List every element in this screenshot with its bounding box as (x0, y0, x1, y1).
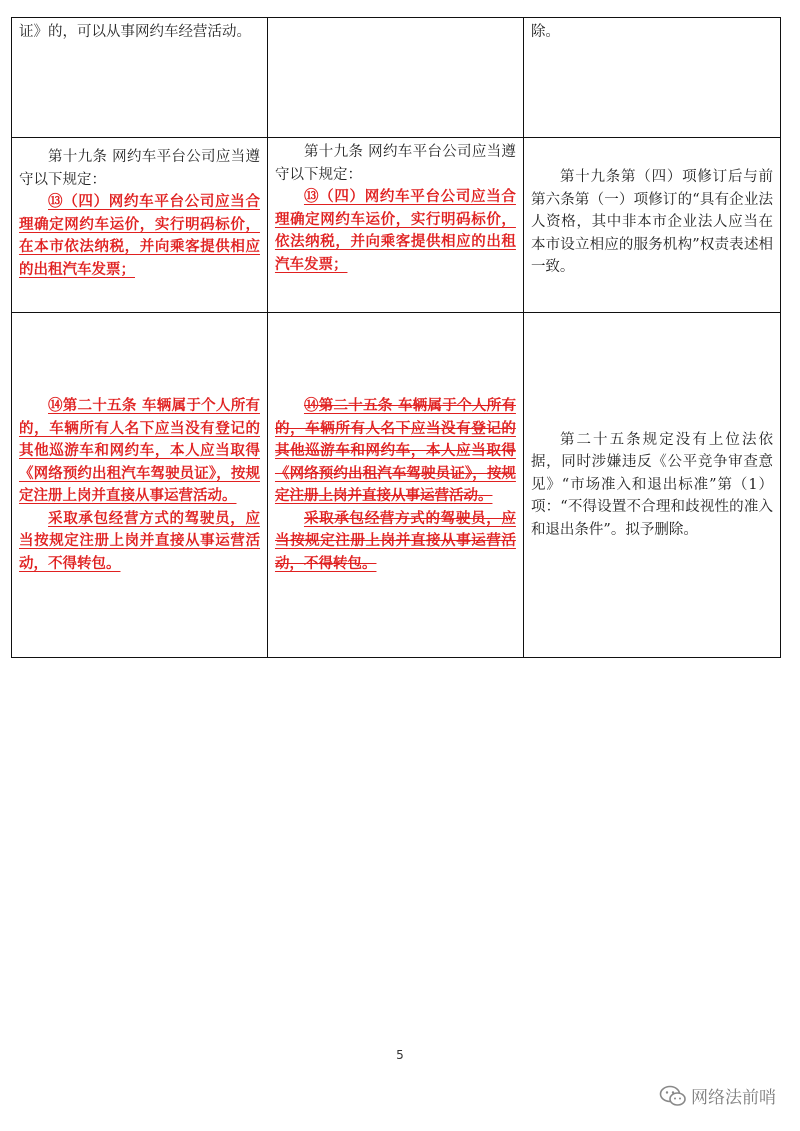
row2-middle-intro: 第十九条 网约车平台公司应当遵守以下规定： (274, 144, 516, 183)
row2-left-cell (12, 138, 268, 313)
row3-right-cell (523, 313, 780, 658)
row3-left-p1: ⑭第二十五条 车辆属于个人所有的，车辆所有人名下应当没有登记的其他巡游车和网约车，本人应当取得《网络预约出租汽车驾驶员证》，按规定注册上岗并直接从事运营活动。 (19, 397, 260, 504)
row1-left-cell (12, 18, 268, 138)
table-row (12, 18, 781, 138)
row3-middle-cell (267, 313, 523, 658)
watermark-text: 网络法前哨 (691, 1088, 776, 1108)
row2-left-intro: 第十九条 网约车平台公司应当遵守以下规定： (19, 149, 260, 188)
row3-middle-p2: 采取承包经营方式的驾驶员，应当按规定注册上岗并直接从事运营活动，不得转包。 (274, 509, 516, 572)
row2-right-note: 第十九条第（四）项修订后与前第六条第（一）项修订的“具有企业法人资格，其中非本市企业法人应当在本市设立相应的服务机构”权责表述相一致。 (530, 169, 773, 275)
row3-left-p2: 采取承包经营方式的驾驶员，应当按规定注册上岗并直接从事运营活动，不得转包。 (19, 509, 260, 572)
row1-left-text: 证》的，可以从事网约车经营活动。 (19, 24, 251, 40)
row2-middle-revision: ⑬（四）网约车平台公司应当合理确定网约车运价，实行明码标价，依法纳税，并向乘客提供相应的出租汽车发票； (274, 188, 516, 273)
comparison-table (11, 17, 781, 658)
row1-middle-cell (267, 18, 523, 138)
row3-right-note: 第二十五条规定没有上位法依据，同时涉嫌违反《公平竞争审查意见》“市场准入和退出标准”第（1）项：“不得设置不合理和歧视性的准入和退出条件”。拟予删除。 (530, 431, 773, 538)
table-row (12, 138, 781, 313)
watermark (659, 1083, 776, 1108)
page-number: 5 (396, 1048, 404, 1062)
row2-left-revision: ⑬（四）网约车平台公司应当合理确定网约车运价，实行明码标价，在本市依法纳税，并向乘客提供相应的出租汽车发票； (19, 193, 260, 278)
row3-middle-p1: ⑭第二十五条 车辆属于个人所有的，车辆所有人名下应当没有登记的其他巡游车和网约车，本人应当取得《网络预约出租汽车驾驶员证》，按规定注册上岗并直接从事运营活动。 (274, 397, 516, 504)
table-row (12, 313, 781, 658)
row1-right-text: 除。 (530, 24, 560, 40)
row2-middle-cell (267, 138, 523, 313)
wechat-icon (659, 1085, 687, 1107)
row2-right-cell (523, 138, 780, 313)
row3-left-cell (12, 313, 268, 658)
row1-right-cell (523, 18, 780, 138)
